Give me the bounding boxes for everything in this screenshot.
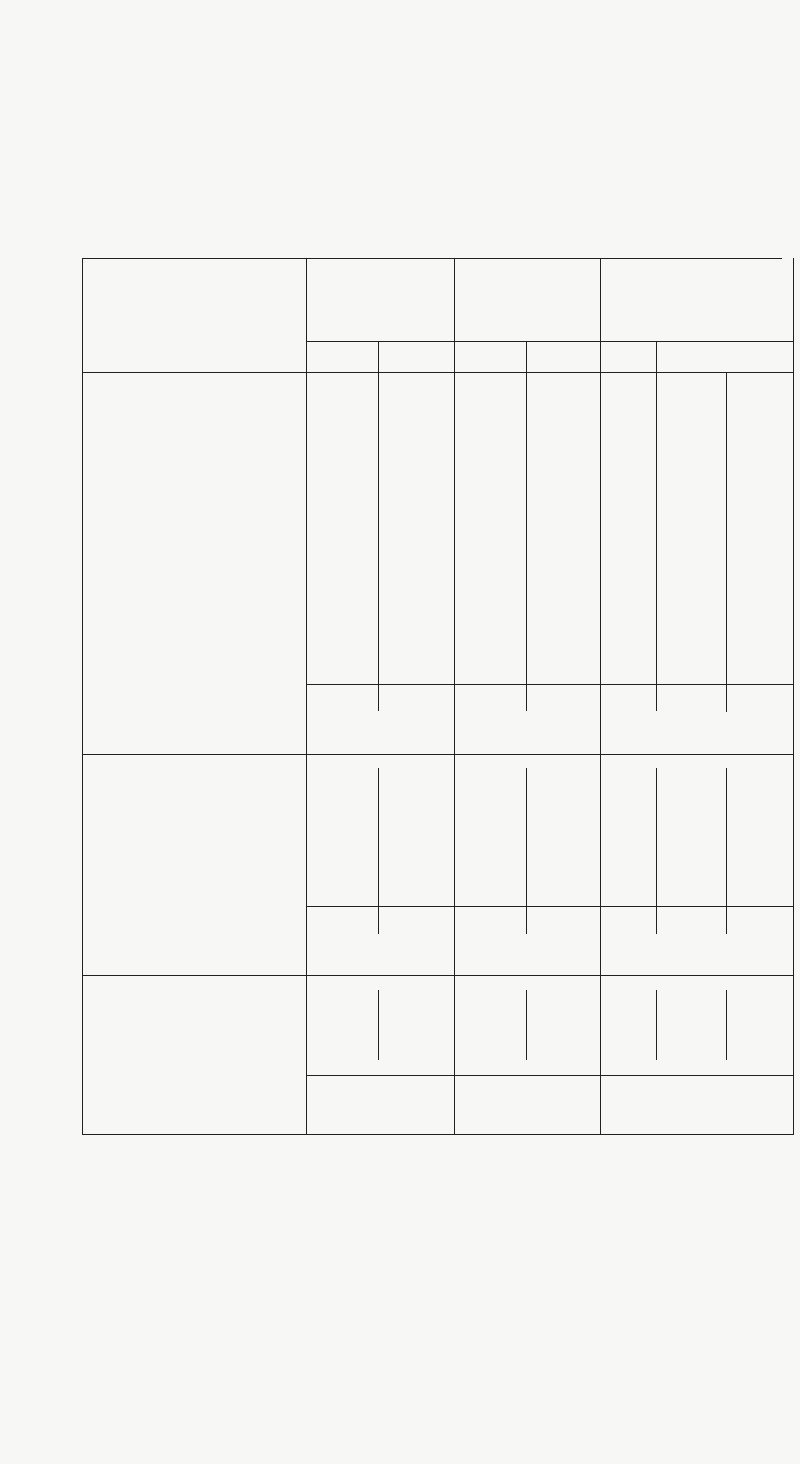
patients-table — [82, 258, 794, 1464]
col-rule — [378, 990, 379, 1060]
right-rule — [793, 258, 794, 1134]
col-rule — [378, 341, 379, 711]
col-rule — [656, 990, 657, 1060]
col-rule — [306, 258, 307, 1134]
col-rule — [526, 990, 527, 1060]
col-rule — [726, 768, 727, 934]
col-rule — [656, 768, 657, 934]
total-unemployed-rule — [306, 906, 794, 907]
bottom-rule — [82, 1134, 794, 1135]
grand-total-rule — [306, 1075, 794, 1076]
col-rule — [526, 768, 527, 934]
unemployed-section-rule — [82, 975, 794, 976]
col-rule — [454, 258, 455, 1134]
col-rule — [726, 372, 727, 712]
col-rule — [378, 768, 379, 934]
total-employed-rule — [306, 684, 794, 685]
top-rule — [82, 258, 782, 259]
col-rule — [600, 258, 601, 1134]
header-bottom-rule — [82, 372, 794, 373]
left-rule — [82, 258, 83, 1134]
employed-section-rule — [82, 754, 794, 755]
col-rule — [726, 990, 727, 1060]
col-rule — [526, 341, 527, 711]
header-rule — [306, 341, 794, 342]
col-rule — [656, 341, 657, 711]
